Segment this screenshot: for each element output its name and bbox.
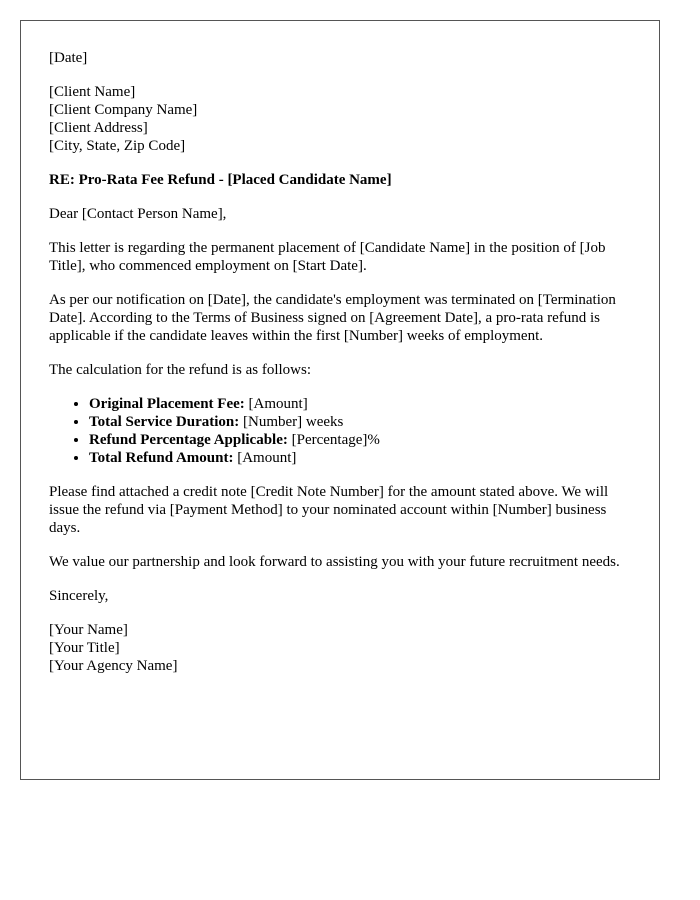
list-item [89,431,631,449]
calc-value: [Amount] [233,450,297,466]
paragraph-credit-note: Please find attached a credit note [Credit Note Number] for the amount stated above. We will issue the refund via [Payment Method] to your nominated account within [Number] business days. [49,484,609,536]
paragraph-partnership: We value our partnership and look forward to assisting you with your future recruitment needs. [49,554,620,570]
calc-label: Total Service Duration: [89,414,240,430]
calculation-intro: The calculation for the refund is as follows: [49,362,312,378]
subject-line: RE: Pro-Rata Fee Refund - [Placed Candidate Name] [49,172,392,188]
calc-value: [Percentage]% [287,432,380,448]
calculation-list [49,395,631,467]
recipient-company: [Client Company Name] [49,102,198,118]
calc-label: Refund Percentage Applicable: [89,432,288,448]
letter-date: [Date] [49,50,88,66]
list-item [89,395,631,413]
signature-agency: [Your Agency Name] [49,658,178,674]
paragraph-placement: This letter is regarding the permanent placement of [Candidate Name] in the position of [Job Title], who commenced employment on [Start Date]. [49,240,606,274]
letter-page [20,20,660,780]
recipient-city-state-zip: [City, State, Zip Code] [49,138,186,154]
closing: Sincerely, [49,588,109,604]
paragraph-termination: As per our notification on [Date], the candidate's employment was terminated on [Termination Date]. According to the Terms of Business signed on [Agreement Date], a pro-rata refund is applicable if the candidate leaves within the first [Number] weeks of employment. [49,292,616,344]
calc-value: [Number] weeks [239,414,344,430]
signature-title: [Your Title] [49,640,120,656]
list-item [89,449,631,467]
recipient-address: [Client Address] [49,120,148,136]
calc-label: Total Refund Amount: [89,450,234,466]
calc-label: Original Placement Fee: [89,396,245,412]
salutation: Dear [Contact Person Name], [49,206,227,222]
signature-name: [Your Name] [49,622,128,638]
signature-block [49,621,631,675]
list-item [89,413,631,431]
recipient-block [49,83,631,155]
recipient-name: [Client Name] [49,84,136,100]
calc-value: [Amount] [244,396,308,412]
